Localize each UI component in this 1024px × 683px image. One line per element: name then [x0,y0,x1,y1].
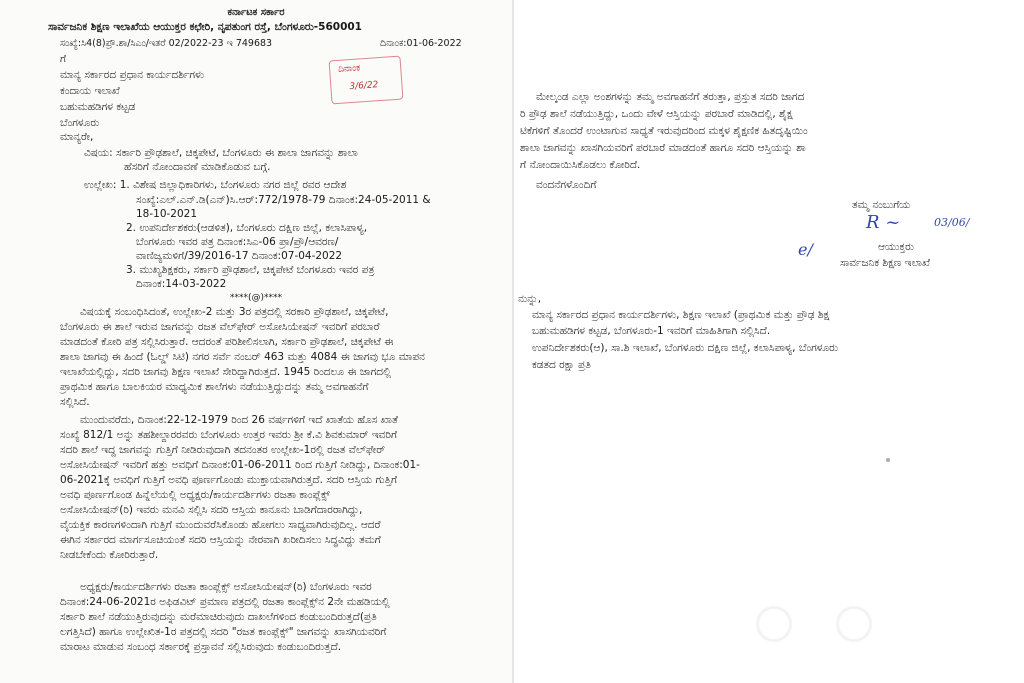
government-header: ಕರ್ನಾಟಕ ಸರ್ಕಾರ [227,7,285,18]
office-header: ಸಾರ್ವಜನಿಕ ಶಿಕ್ಷಣ ಇಲಾಖೆಯ ಆಯುಕ್ತರ ಕಛೇರಿ, ನೃಪತುಂಗ ರಸ್ತೆ, ಬೆಂಗಳೂರು-560001 [48,21,362,33]
closing-salutation: ವಂದನೆಗಳೊಂದಿಗೆ [536,179,597,191]
designation-department: ಸಾರ್ವಜನಿಕ ಶಿಕ್ಷಣ ಇಲಾಖೆ [840,257,931,269]
watermark-circle-icon [836,606,872,642]
letter-page-right: ಮೇಲ್ಕಂಡ ಎಲ್ಲಾ ಅಂಶಗಳನ್ನು ತಮ್ಮ ಅವಗಾಹನೆಗೆ ತರುತ್ತಾ, ಪ್ರಸ್ತುತ ಸದರಿ ಜಾಗದ ರಿ ಪ್ರೌಢ ಶಾಲೆ ನಡೆಯುತ್ತಿದ್ದು, ಒಂದು ವೇಳೆ ಆಸ್ತಿಯನ್ನು ಪರಬಾರೆ ಮಾಡಿದಲ್ಲಿ, ಶೈಕ್ಷ ಟಿಕೆಗಳಿಗೆ ತೊಂದರೆ ಉಂಟಾಗುವ ಸಾಧ್ಯತೆ ಇರುವುದರಿಂದ ಮಕ್ಕಳ ಶೈಕ್ಷಣಿಕ ಹಿತದೃಷ್ಟಿಯಿಂ ಶಾಲಾ ಜಾಗವನ್ನು ಖಾಸಗಿಯವರಿಗೆ ಪರಬಾರೆ ಮಾಡದಂತೆ ಹಾಗೂ ಸದರಿ ಆಸ್ತಿಯನ್ನು ಶಾ ಗೆ ನೋಂದಾಯಿಸಿಕೊಡಲು ಕೋರಿದೆ. ವಂದನೆಗಳೊಂದಿಗೆ ತಮ್ಮ ನಂಬುಗೆಯ R ~ 03/06/ e/ ಆಯುಕ್ತರು ಸಾರ್ವಜನಿಕ ಶಿಕ್ಷಣ ಇಲಾಖೆ ನುನ್ನು, ಮಾನ್ಯ ಸರ್ಕಾರದ ಪ್ರಧಾನ ಕಾರ್ಯದರ್ಶಿಗಳು, ಶಿಕ್ಷಣ ಇಲಾಖೆ (ಪ್ರಾಥಮಿಕ ಮತ್ತು ಪ್ರೌಢ ಶಿಕ್ಷ ಬಹುಮಹಡಿಗಳ ಕಟ್ಟಡ, ಬೆಂಗಳೂರು-1 ಇವರಿಗೆ ಮಾಹಿತಿಗಾಗಿ ಸಲ್ಲಿಸಿದೆ. ಉಪನಿರ್ದೇಶಕರು(ಆ), ಸಾ.ಶಿ ಇಲಾಖೆ, ಬೆಂಗಳೂರು ದಕ್ಷಿಣ ಜಿಲ್ಲೆ, ಕಲಾಸಿಪಾಳ್ಯ, ಬೆಂಗಳೂರು ಕಡತದ ರಕ್ಷಾ ಪ್ರತಿ [516,66,1024,683]
speck [886,458,890,462]
signature-date: 03/06/ [934,216,970,229]
separator: ****(@)**** [229,293,283,303]
designation-title: ಆಯುಕ್ತರು [878,241,915,253]
watermark-circle-icon [756,606,792,642]
yours-faithfully: ತಮ್ಮ ನಂಬುಗೆಯ [852,199,911,211]
reference-number: ಸಂಖ್ಯೆ:ಸಿ4(8)ಪ್ರೌ.ಶಾ/ಸಿಎಂ/ಇತರೆ 02/2022-23 ಇ 749683 [60,38,273,49]
received-stamp: ದಿನಾಂಕ 3/6/22 [329,56,404,105]
letter-date: ದಿನಾಂಕ:01-06-2022 [380,38,462,49]
initials-mark: e/ [798,240,813,259]
letter-page-left: ಕರ್ನಾಟಕ ಸರ್ಕಾರ ಸಾರ್ವಜನಿಕ ಶಿಕ್ಷಣ ಇಲಾಖೆಯ ಆಯುಕ್ತರ ಕಛೇರಿ, ನೃಪತುಂಗ ರಸ್ತೆ, ಬೆಂಗಳೂರು-560001 ಸಂಖ್ಯೆ:ಸಿ4(8)ಪ್ರೌ.ಶಾ/ಸಿಎಂ/ಇತರೆ 02/2022-23 ಇ 749683 ದಿನಾಂಕ:01-06-2022 ದಿನಾಂಕ 3/6/22 ಗೆ ಮಾನ್ಯ ಸರ್ಕಾರದ ಪ್ರಧಾನ ಕಾರ್ಯದರ್ಶಿಗಳು ಕಂದಾಯ ಇಲಾಖೆ ಬಹುಮಹಡಿಗಳ ಕಟ್ಟಡ ಬೆಂಗಳೂರು ಮಾನ್ಯರೇ, ವಿಷಯ: ಸರ್ಕಾರಿ ಪ್ರೌಢಶಾಲೆ, ಚಿಕ್ಕಪೇಟೆ, ಬೆಂಗಳೂರು ಈ ಶಾಲಾ ಜಾಗವನ್ನು ಶಾಲಾ ಹೆಸರಿಗೆ ನೋಂದಾವಣೆ ಮಾಡಿಕೊಡುವ ಬಗ್ಗೆ. ಉಲ್ಲೇಖ: 1. ವಿಶೇಷ ಜಿಲ್ಲಾಧಿಕಾರಿಗಳು, ಬೆಂಗಳೂರು ನಗರ ಜಿಲ್ಲೆ ರವರ ಆದೇಶ ಸಂಖ್ಯೆ:ಎಲ್.ಎನ್.ಡಿ(ಎನ್)ಸಿ.ಆರ್:772/1978-79 ದಿನಾಂಕ:24-05-2011 & 18-10-2021 2. ಉಪನಿರ್ದೇಶಕರು(ಆಡಳಿತ), ಬೆಂಗಳೂರು ದಕ್ಷಿಣ ಜಿಲ್ಲೆ, ಕಲಾಸಿಪಾಳ್ಯ, ಬೆಂಗಳೂರು ಇವರ ಪತ್ರ ದಿನಾಂಕ:ಸಿಎ-06 ಪ್ರಾ/ಪ್ರೌ/ಆವರಣ/ ವಾಣಿಜ್ಯಮಳಿಗೆ/39/2016-17 ದಿನಾಂಕ:07-04-2022 3. ಮುಖ್ಯಶಿಕ್ಷಕರು, ಸರ್ಕಾರಿ ಪ್ರೌಢಶಾಲೆ, ಚಿಕ್ಕಪೇಟೆ ಬೆಂಗಳೂರು ಇವರ ಪತ್ರ ದಿನಾಂಕ:14-03-2022 ****(@)**** ವಿಷಯಕ್ಕೆ ಸಂಬಂಧಿಸಿದಂತೆ, ಉಲ್ಲೇಖ-2 ಮತ್ತು 3ರ ಪತ್ರದಲ್ಲಿ ಸರಕಾರಿ ಪ್ರೌಢಶಾಲೆ, ಚಿಕ್ಕಪೇಟೆ, ಬೆಂಗಳೂರು ಈ ಶಾಲೆ ಇರುವ ಜಾಗವನ್ನು ರಜತ ವೆಲ್‌ಫೇರ್ ಅಸೋಸಿಯೇಷನ್ ಇವರಿಗೆ ಪರಬಾರೆ ಮಾಡದಂತೆ ಕೋರಿ ಪತ್ರ ಸಲ್ಲಿಸಿರುತ್ತಾರೆ. ಆದರಂತೆ ಪರಿಶೀಲಿಸಲಾಗಿ, ಸರ್ಕಾರಿ ಪ್ರೌಢಶಾಲೆ, ಚಿಕ್ಕಪೇಟೆ ಈ ಶಾಲಾ ಜಾಗವು ಈ ಹಿಂದೆ (ಓಲ್ಡ್ ಸಿಟಿ) ನಗರ ಸರ್ವೆ ನಂಬರ್ 463 ಮತ್ತು 4084 ಈ ಜಾಗವು ಭೂ ಮಾಪನ ಇಲಾಖೆಯಲ್ಲಿದ್ದು, ಸದರಿ ಜಾಗವು ಶಿಕ್ಷಣ ಇಲಾಖೆ ಸೇರಿದ್ದಾಗಿರುತ್ತದೆ. 1945 ರಿಂದಲೂ ಈ ಜಾಗದಲ್ಲಿ ಪ್ರಾಥಮಿಕ ಹಾಗೂ ಬಾಲಕಿಯರ ಮಾಧ್ಯಮಿಕ ಶಾಲೆಗಳು ನಡೆಯುತ್ತಿದ್ದುದನ್ನು ತಮ್ಮ ಅವಗಾಹನೆಗೆ ಸಲ್ಲಿಸಿದೆ. ಮುಂದುವರೆದು, ದಿನಾಂಕ:22-12-1979 ರಿಂದ 26 ವರ್ಷಗಳಿಗೆ ಇದೆ ಖಾತೆಯ ಹೊಸ ಖಾತೆ ಸಂಖ್ಯೆ 812/1 ಅನ್ನು ತಹಶೀಲ್ದಾರರವರು ಬೆಂಗಳೂರು ಉತ್ತರ ಇವರು ಶ್ರೀ ಕೆ.ವಿ ಶಿವಕುಮಾರ್ ಇವರಿಗೆ ಸದರಿ ಶಾಲೆ ಇದ್ದ ಜಾಗವನ್ನು ಗುತ್ತಿಗೆ ನೀಡಿರುವುದಾಗಿ ತದನಂತರ ಉಲ್ಲೇಖ-1ರಲ್ಲಿ ರಜತ ವೆಲ್‌ಫೇರ್ ಅಸೋಸಿಯೇಷನ್ ಇವರಿಗೆ ಹತ್ತು ಅವಧಿಗೆ ದಿನಾಂಕ:01-06-2011 ರಿಂದ ಗುತ್ತಿಗೆ ನೀಡಿದ್ದು, ದಿನಾಂಕ:01- 06-2021ಕ್ಕೆ ಅವಧಿಗೆ ಗುತ್ತಿಗೆ ಅವಧಿ ಪೂರ್ಣಗೊಂಡು ಮುಕ್ತಾಯವಾಗಿರುತ್ತದೆ. ಸದರಿ ಆಸ್ತಿಯ ಗುತ್ತಿಗೆ ಅವಧಿ ಪೂರ್ಣಗೊಂಡ ಹಿನ್ನೆಲೆಯಲ್ಲಿ ಅಧ್ಯಕ್ಷರು/ಕಾರ್ಯದರ್ಶಿಗಳು ರಜತಾ ಕಾಂಪ್ಲೆಕ್ಸ್ ಅಸೋಸಿಯೇಷನ್(ರಿ) ಇವರು ಮನವಿ ಸಲ್ಲಿಸಿ ಸದರಿ ಆಸ್ತಿಯ ಕಾನೂನು ಬಾಡಿಗೆದಾರರಾಗಿದ್ದು, ವೈಯಕ್ತಿಕ ಕಾರಣಗಳಿಂದಾಗಿ ಗುತ್ತಿಗೆ ಮುಂದುವರೆಸಿಕೊಂಡು ಹೋಗಲು ಸಾಧ್ಯವಾಗಿರುವುದಿಲ್ಲ. ಆದರೆ ಈಗಿನ ಸರ್ಕಾರದ ಮಾರ್ಗಸೂಚಿಯಂತೆ ಸದರಿ ಆಸ್ತಿಯನ್ನು ನೇರವಾಗಿ ಖರೀದಿಸಲು ಸಿದ್ಧವಿದ್ದು ತಮಗೆ ನೀಡಬೇಕೆಂದು ಕೋರಿರುತ್ತಾರೆ. ಅಧ್ಯಕ್ಷರು/ಕಾರ್ಯದರ್ಶಿಗಳು ರಜತಾ ಕಾಂಪ್ಲೆಕ್ಸ್ ಅಸೋಸಿಯೇಷನ್(ರಿ) ಬೆಂಗಳೂರು ಇವರ ದಿನಾಂಕ:24-06-2021ರ ಅಫಿಡವಿಟ್ ಪ್ರಮಾಣ ಪತ್ರದಲ್ಲಿ ರಜತಾ ಕಾಂಪ್ಲೆಕ್ಸ್‌ನ 2ನೇ ಮಹಡಿಯಲ್ಲಿ ಸರ್ಕಾರಿ ಶಾಲೆ ನಡೆಯುತ್ತಿರುವುದನ್ನು ಮರೆಮಾಚಿರುವುದು ದಾಖಲೆಗಳಿಂದ ಕಂಡುಬಂದಿರುತ್ತದೆ(ಪ್ರತಿ ಲಗತ್ತಿಸಿದೆ) ಹಾಗೂ ಉಲ್ಲೇಖಿತ-1ರ ಪತ್ರದಲ್ಲಿ ಸದರಿ "ರಜತ ಕಾಂಪ್ಲೆಕ್ಸ್" ಜಾಗವನ್ನು ಖಾಸಗಿಯವರಿಗೆ ಮಾರಾಟ ಮಾಡುವ ಸಂಬಂಧ ಸರ್ಕಾರಕ್ಕೆ ಪ್ರಸ್ತಾವನೆ ಸಲ್ಲಿಸಿರುವುದು ಕಂಡುಬಂದಿರುತ್ತದೆ. [0,0,514,683]
signature: R ~ [866,212,901,233]
